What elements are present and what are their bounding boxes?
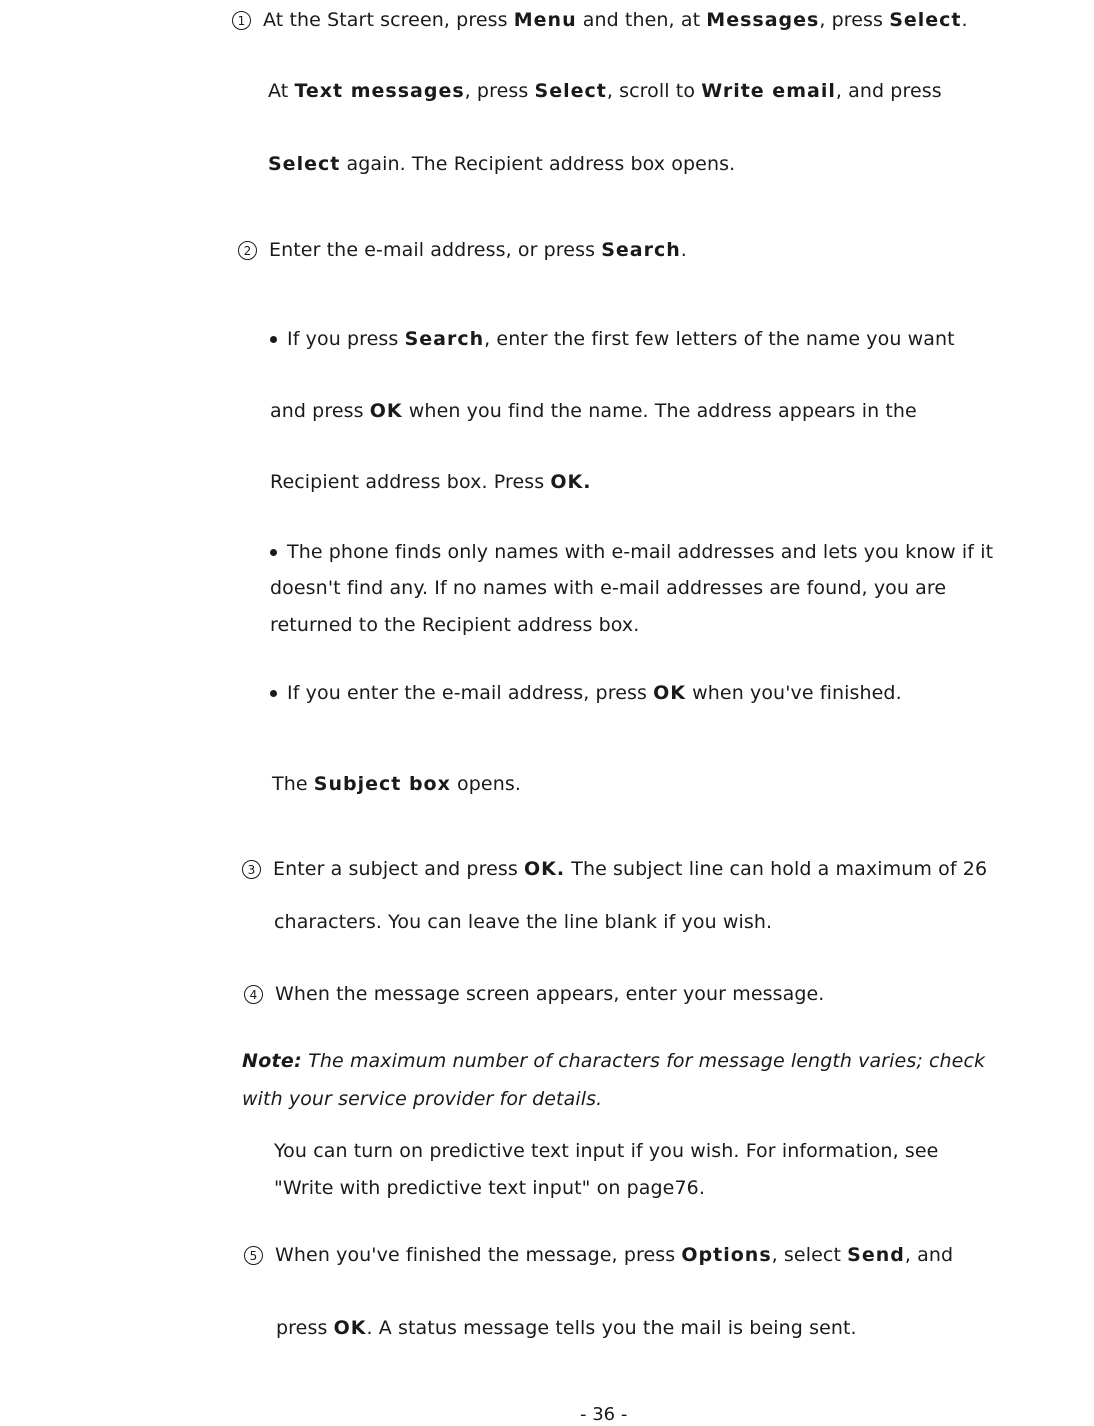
step5-line1: 5 When you've finished the message, press Options, select Send, and xyxy=(244,1243,953,1267)
step2-bullet1-line3: Recipient address box. Press OK. xyxy=(270,471,592,493)
step2-bullet3: If you enter the e-mail address, press OK when you've finished. xyxy=(270,681,902,705)
step-number-2: 2 xyxy=(238,241,257,260)
step-number-3: 3 xyxy=(242,860,261,879)
note-line1: Note: The maximum number of characters for message length varies; check xyxy=(242,1050,986,1072)
step-number-4: 4 xyxy=(244,985,263,1004)
step5-line2: press OK. A status message tells you the mail is being sent. xyxy=(276,1317,857,1339)
step-number-1: 1 xyxy=(232,11,251,30)
step2-subject-line: The Subject box opens. xyxy=(272,773,521,795)
step2-bullet1-line1: If you press Search, enter the first few letters of the name you want xyxy=(270,327,955,351)
predictive-line2: "Write with predictive text input" on page76. xyxy=(274,1177,705,1199)
step3-line2: characters. You can leave the line blank if you wish. xyxy=(274,911,773,933)
step1-line3: Select again. The Recipient address box opens. xyxy=(268,153,736,175)
note-line2: with your service provider for details. xyxy=(242,1088,603,1110)
page-number: - 36 - xyxy=(580,1404,628,1425)
step2-bullet2-line3: returned to the Recipient address box. xyxy=(270,614,640,636)
step2-bullet2-line1: The phone finds only names with e-mail addresses and lets you know if it xyxy=(270,540,993,564)
step2-bullet2-line2: doesn't find any. If no names with e-mail addresses are found, you are xyxy=(270,577,947,599)
predictive-line1: You can turn on predictive text input if you wish. For information, see xyxy=(274,1140,939,1162)
step3-line1: 3 Enter a subject and press OK. The subject line can hold a maximum of 26 xyxy=(242,857,987,881)
step1-line1: 1 At the Start screen, press Menu and then, at Messages, press Select. xyxy=(232,8,968,32)
step-number-5: 5 xyxy=(244,1246,263,1265)
bullet-icon xyxy=(270,690,277,697)
step1-line2: At Text messages, press Select, scroll to Write email, and press xyxy=(268,80,942,102)
step4-line1: 4 When the message screen appears, enter your message. xyxy=(244,982,824,1006)
step2-line1: 2 Enter the e-mail address, or press Search. xyxy=(238,238,687,262)
note-label: Note: xyxy=(242,1050,303,1072)
step2-bullet1-line2: and press OK when you find the name. The address appears in the xyxy=(270,400,917,422)
bullet-icon xyxy=(270,549,277,556)
bullet-icon xyxy=(270,336,277,343)
